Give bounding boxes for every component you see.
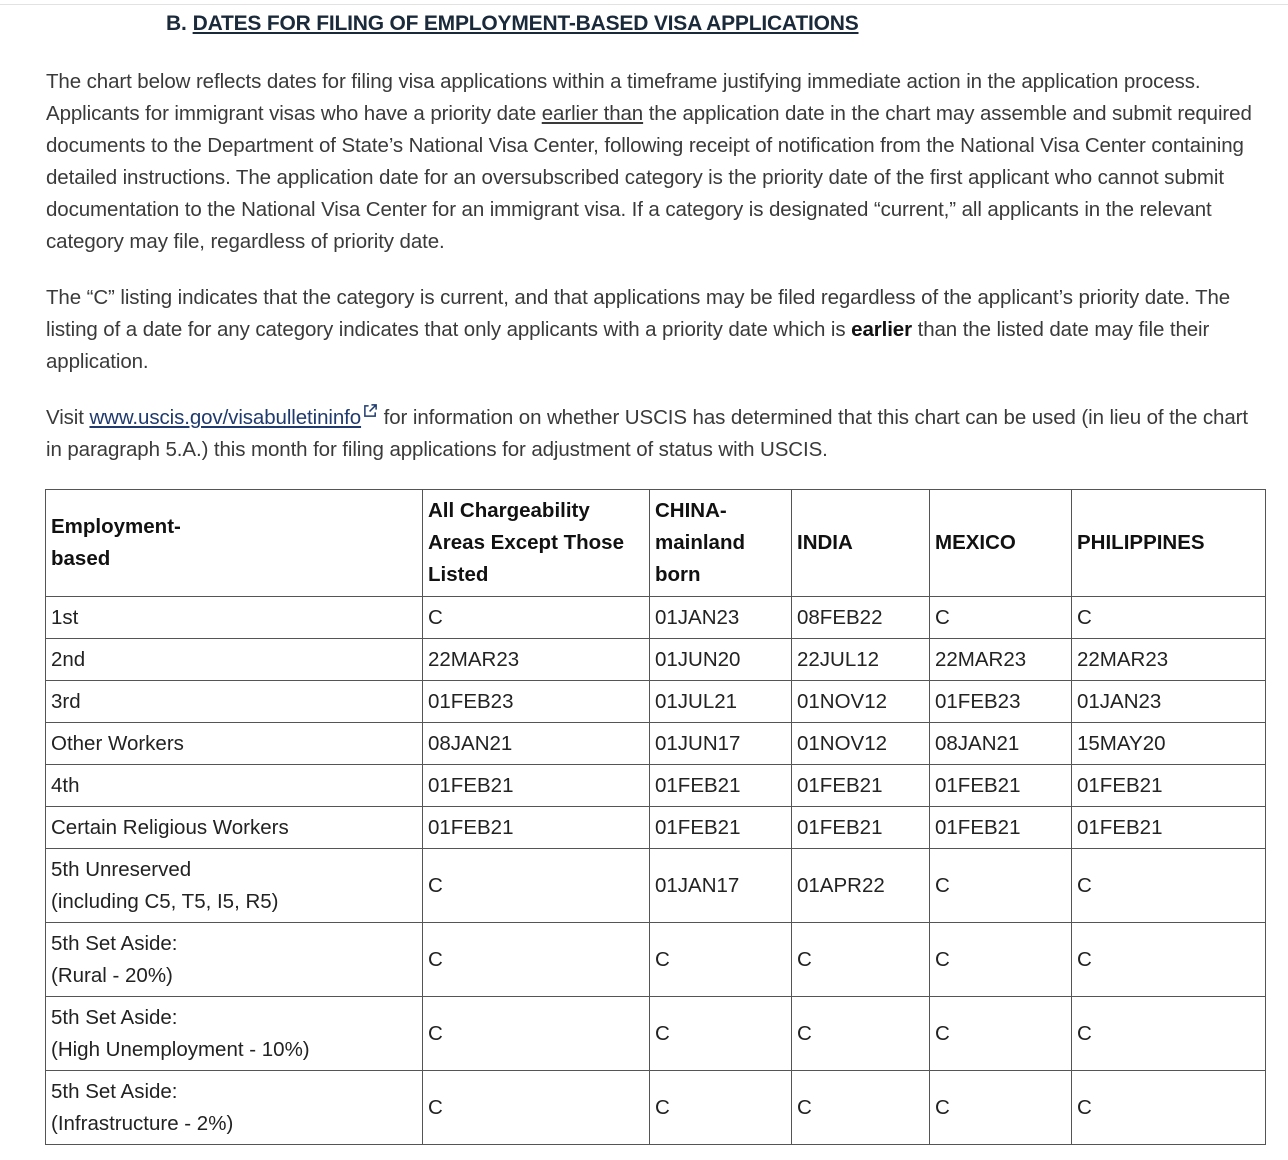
date-cell: 01JAN17	[650, 849, 792, 923]
category-cell: 5th Set Aside: (High Unemployment - 10%)	[46, 997, 423, 1071]
date-cell: C	[1072, 849, 1266, 923]
table-row	[46, 681, 1266, 723]
date-cell: 01JAN23	[650, 597, 792, 639]
date-cell: C	[930, 997, 1072, 1071]
header-all-chargeability: All Chargeability Areas Except Those Listed	[423, 490, 650, 597]
visit-paragraph	[46, 402, 1266, 466]
date-cell: 01FEB21	[792, 765, 930, 807]
listing-emphasis: earlier	[851, 318, 912, 341]
date-cell: 01JUL21	[650, 681, 792, 723]
date-cell: C	[423, 1071, 650, 1145]
date-cell: 01JAN23	[1072, 681, 1266, 723]
table-row	[46, 849, 1266, 923]
category-cell: Other Workers	[46, 723, 423, 765]
category-cell: Certain Religious Workers	[46, 807, 423, 849]
section-heading	[166, 12, 859, 36]
date-cell: C	[930, 597, 1072, 639]
date-cell: 01FEB21	[1072, 807, 1266, 849]
date-cell: C	[423, 997, 650, 1071]
date-cell: 01JUN20	[650, 639, 792, 681]
date-cell: 01JUN17	[650, 723, 792, 765]
date-cell: C	[792, 1071, 930, 1145]
header-philippines: PHILIPPINES	[1072, 490, 1266, 597]
date-cell: 01APR22	[792, 849, 930, 923]
date-cell: 15MAY20	[1072, 723, 1266, 765]
section-title: DATES FOR FILING OF EMPLOYMENT-BASED VISA APPLICATIONS	[192, 12, 859, 35]
visit-suffix: for information on whether USCIS has determined that this chart can be used (in lieu of the chart in paragraph 5.A.) this month for filing applications for adjustment of status with USCIS.	[46, 406, 1248, 461]
intro-text-1: The chart below reflects dates for filing visa applications within a timeframe justifying immediate action in the application process. Applicants for immigrant visas who have a priority date	[46, 70, 1201, 125]
top-divider	[0, 4, 1288, 5]
date-cell: C	[930, 849, 1072, 923]
date-cell: 01FEB21	[423, 765, 650, 807]
date-cell: C	[423, 597, 650, 639]
date-cell: C	[1072, 1071, 1266, 1145]
date-cell: C	[930, 1071, 1072, 1145]
date-cell: C	[650, 1071, 792, 1145]
date-cell: C	[650, 923, 792, 997]
table-header-row	[46, 490, 1266, 597]
header-china: CHINA- mainland born	[650, 490, 792, 597]
header-mexico: MEXICO	[930, 490, 1072, 597]
date-cell: 08JAN21	[423, 723, 650, 765]
date-cell: 01FEB23	[423, 681, 650, 723]
uscis-link[interactable]: www.uscis.gov/visabulletininfo	[89, 406, 362, 429]
date-cell: C	[423, 923, 650, 997]
listing-paragraph	[46, 282, 1266, 378]
category-cell: 5th Unreserved (including C5, T5, I5, R5)	[46, 849, 423, 923]
date-cell: 08FEB22	[792, 597, 930, 639]
listing-text-2: than the listed date may file their application.	[46, 318, 1210, 373]
date-cell: C	[1072, 597, 1266, 639]
date-cell: C	[792, 997, 930, 1071]
date-cell: 01NOV12	[792, 681, 930, 723]
listing-text-1: The “C” listing indicates that the category is current, and that applications may be filed regardless of the applicant’s priority date. The listing of a date for any category indicates that only applicants with a priority date which is	[46, 286, 1231, 341]
intro-paragraph	[46, 66, 1266, 258]
category-cell: 2nd	[46, 639, 423, 681]
date-cell: C	[792, 923, 930, 997]
date-cell: 22MAR23	[423, 639, 650, 681]
table-row	[46, 1071, 1266, 1145]
category-cell: 5th Set Aside: (Infrastructure - 2%)	[46, 1071, 423, 1145]
table-row	[46, 639, 1266, 681]
date-cell: C	[423, 849, 650, 923]
intro-text-2: the application date in the chart may assemble and submit required documents to the Department of State’s National Visa Center, following receipt of notification from the National Visa Center containing detailed instructions. The application date for an oversubscribed category is the priority date of the first applicant who cannot submit documentation to the National Visa Center for an immigrant visa. If a category is designated “current,” all applicants in the relevant category may file, regardless of priority date.	[46, 102, 1252, 253]
table-row	[46, 807, 1266, 849]
filing-dates-table	[45, 489, 1266, 1145]
date-cell: 01FEB21	[650, 765, 792, 807]
table-row	[46, 997, 1266, 1071]
section-label: B.	[166, 12, 187, 35]
date-cell: 22MAR23	[930, 639, 1072, 681]
date-cell: 01NOV12	[792, 723, 930, 765]
header-india: INDIA	[792, 490, 930, 597]
date-cell: C	[1072, 997, 1266, 1071]
date-cell: 01FEB21	[1072, 765, 1266, 807]
table-row	[46, 923, 1266, 997]
date-cell: 22JUL12	[792, 639, 930, 681]
category-cell: 5th Set Aside: (Rural - 20%)	[46, 923, 423, 997]
visit-prefix: Visit	[46, 406, 90, 429]
table-row	[46, 597, 1266, 639]
category-cell: 1st	[46, 597, 423, 639]
date-cell: 01FEB21	[930, 807, 1072, 849]
date-cell: 01FEB21	[650, 807, 792, 849]
date-cell: 22MAR23	[1072, 639, 1266, 681]
date-cell: 01FEB21	[930, 765, 1072, 807]
date-cell: C	[1072, 923, 1266, 997]
category-cell: 3rd	[46, 681, 423, 723]
table-row	[46, 723, 1266, 765]
category-cell: 4th	[46, 765, 423, 807]
date-cell: 01FEB23	[930, 681, 1072, 723]
date-cell: 01FEB21	[792, 807, 930, 849]
table-row	[46, 765, 1266, 807]
date-cell: 08JAN21	[930, 723, 1072, 765]
date-cell: C	[930, 923, 1072, 997]
header-employment-based: Employment- based	[46, 490, 423, 597]
date-cell: C	[650, 997, 792, 1071]
intro-emphasis: earlier than	[541, 102, 644, 125]
date-cell: 01FEB21	[423, 807, 650, 849]
external-link-icon[interactable]	[363, 403, 378, 418]
